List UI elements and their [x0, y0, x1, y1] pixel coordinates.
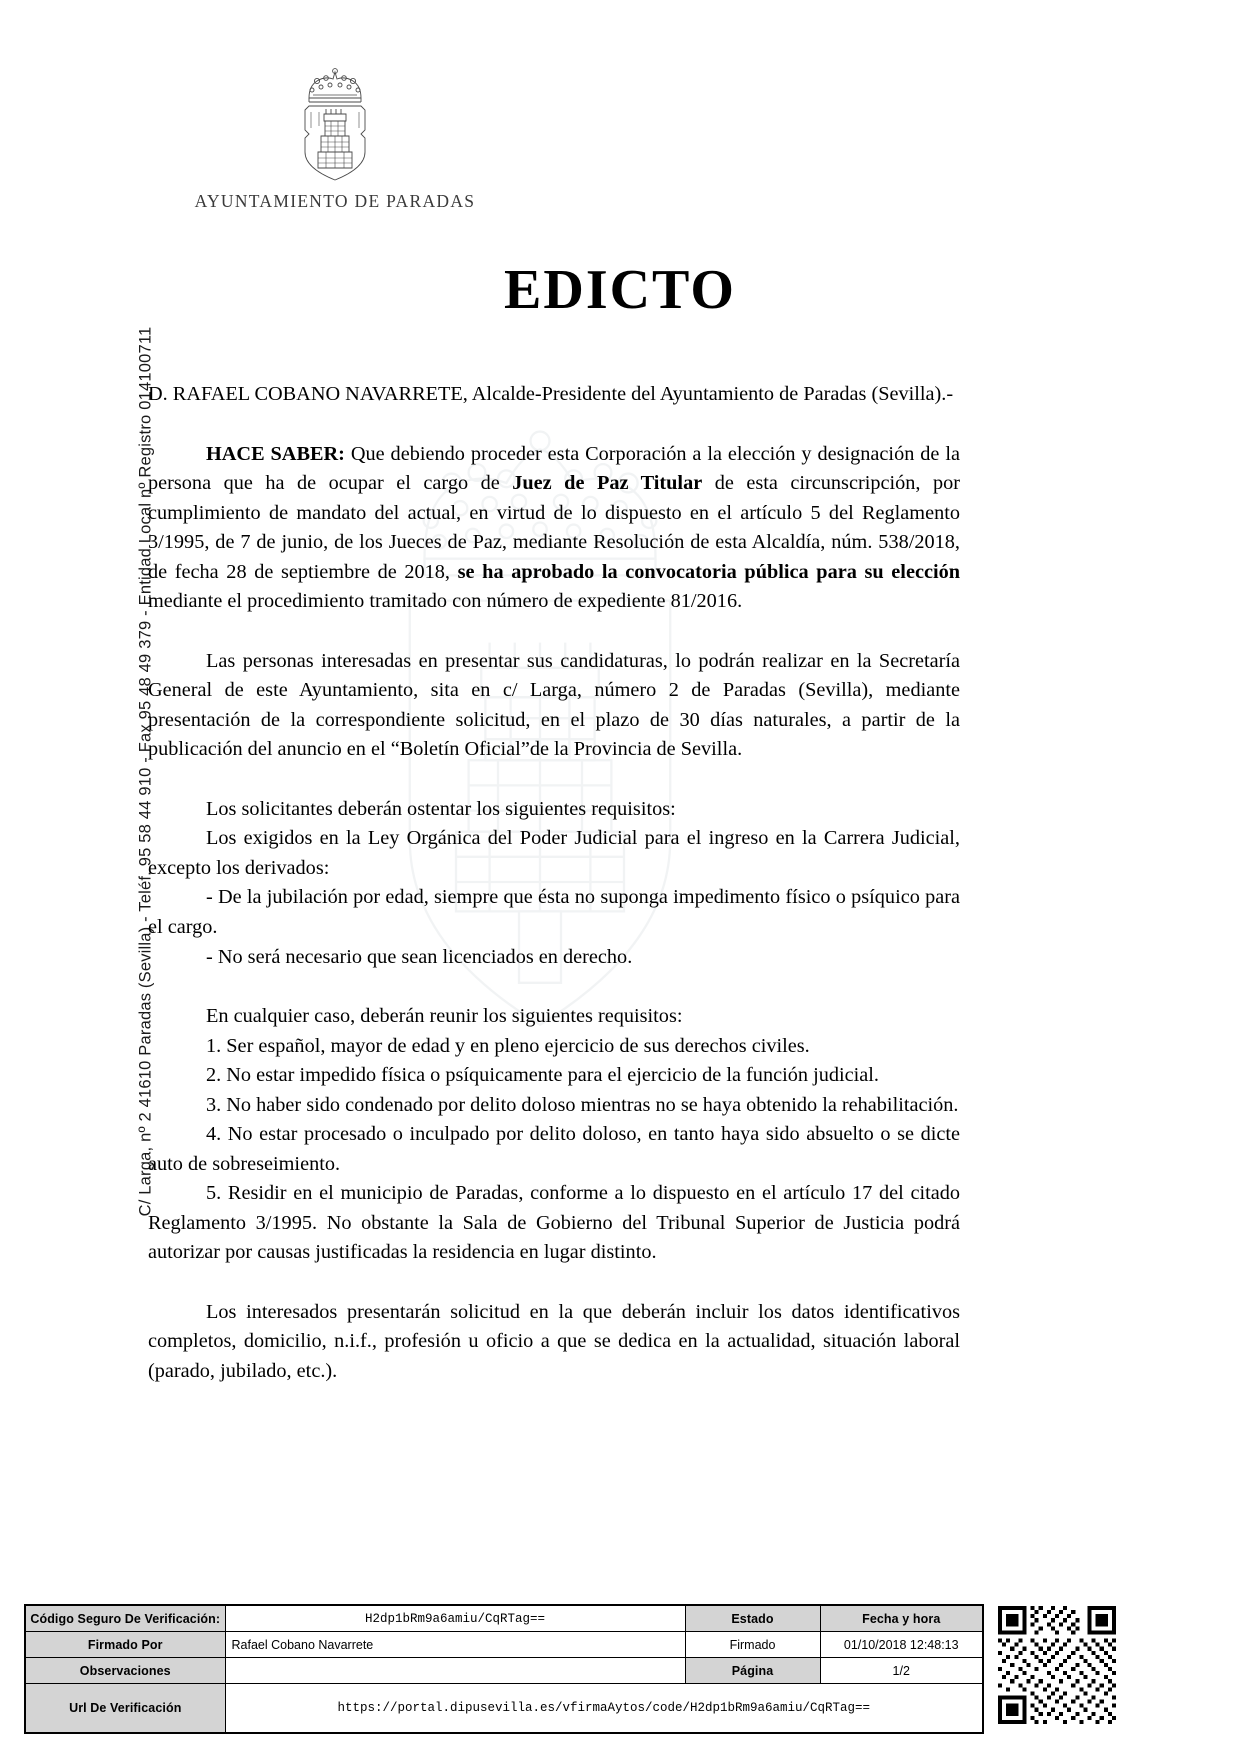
table-row — [25, 1658, 983, 1684]
label-estado: Estado — [685, 1605, 820, 1632]
municipal-crest-icon — [135, 68, 535, 183]
value-fecha-hora: 01/10/2018 12:48:13 — [820, 1632, 983, 1658]
letterhead — [135, 68, 535, 212]
qr-code-icon — [998, 1606, 1116, 1724]
value-csv: H2dp1bRm9a6amiu/CqRTag== — [225, 1605, 685, 1632]
requisito-item-1: 1. Ser español, mayor de edad y en pleno ejercicio de sus derechos civiles. — [206, 1034, 810, 1057]
hace-saber-text-b: de esta circunscripción, por cumplimiento de mandato del actual, en virtud de lo dispuesto en el artículo 5 del Reglamento 3/1995, de 7 de junio, de los Jueces de Paz, mediante Resolución de esta Alcaldía, núm. 538/2018, de fecha 28 de septiembre de 2018, — [148, 472, 960, 583]
value-estado: Firmado — [685, 1632, 820, 1658]
label-pagina: Página — [685, 1658, 820, 1684]
label-observaciones: Observaciones — [25, 1658, 225, 1684]
cualquier-caso-intro: En cualquier caso, deberán reunir los siguientes requisitos: — [206, 1005, 683, 1028]
verification-table — [24, 1604, 984, 1734]
table-row — [25, 1605, 983, 1632]
requisito-item-3: 3. No haber sido condenado por delito doloso mientras no se haya obtenido la rehabilitación. — [206, 1093, 959, 1116]
requisito-item-2: 2. No estar impedido física o psíquicamente para el ejercicio de la función judicial. — [206, 1064, 879, 1087]
solicitud-datos-paragraph: Los interesados presentarán solicitud en la que deberán incluir los datos identificativos completos, domicilio, n.i.f., profesión u oficio a que se dedica en la actualidad, situación laboral (parado, jubilado, etc.). — [148, 1300, 960, 1382]
requisito-item-4: 4. No estar procesado o inculpado por delito doloso, en tanto haya sido absuelto o se dicte auto de sobreseimiento. — [148, 1123, 960, 1175]
juez-de-paz-titular-bold: Juez de Paz Titular — [512, 472, 703, 495]
label-url-verificacion: Url De Verificación — [25, 1684, 225, 1734]
table-row — [25, 1684, 983, 1734]
value-url-verificacion[interactable]: https://portal.dipusevilla.es/vfirmaAytos/code/H2dp1bRm9a6amiu/CqRTag== — [225, 1684, 983, 1734]
hace-saber-paragraph — [148, 440, 960, 617]
value-firmado-por: Rafael Cobano Navarrete — [225, 1632, 685, 1658]
label-csv: Código Seguro De Verificación: — [25, 1605, 225, 1632]
requisito-dash-licenciados: - No será necesario que sean licenciados en derecho. — [206, 945, 633, 968]
hace-saber-label: HACE SABER: — [206, 442, 345, 465]
table-row — [25, 1632, 983, 1658]
requisito-dash-jubilacion: - De la jubilación por edad, siempre que ésta no suponga impedimento físico o psíquico para el cargo. — [148, 886, 960, 938]
requisitos-ley-organica-line: Los exigidos en la Ley Orgánica del Poder Judicial para el ingreso en la Carrera Judicial, excepto los derivados: — [148, 827, 960, 879]
requisitos-intro-line: Los solicitantes deberán ostentar los siguientes requisitos: — [206, 797, 676, 820]
document-body — [148, 380, 960, 1386]
label-firmado-por: Firmado Por — [25, 1632, 225, 1658]
hace-saber-text-c: mediante el procedimiento tramitado con número de expediente 81/2016. — [148, 590, 743, 613]
value-observaciones — [225, 1658, 685, 1684]
convocatoria-publica-bold: se ha aprobado la convocatoria pública para su elección — [457, 560, 961, 583]
hace-saber-text-a: Que debiendo proceder esta Corporación a la elección y designación de la persona que ha de ocupar el cargo de — [148, 442, 960, 495]
opening-paragraph: D. RAFAEL COBANO NAVARRETE, Alcalde-Presidente del Ayuntamiento de Paradas (Sevilla).- — [148, 383, 954, 405]
page-title: EDICTO — [504, 259, 736, 321]
requisito-item-5: 5. Residir en el municipio de Paradas, conforme a lo dispuesto en el artículo 17 del citado Reglamento 3/1995. No obstante la Sala de Gobierno del Tribunal Superior de Justicia podrá autorizar por causas justificadas la residencia en lugar distinto. — [148, 1182, 960, 1264]
value-pagina: 1/2 — [820, 1658, 983, 1684]
verification-footer — [24, 1604, 1216, 1734]
candidaturas-paragraph: Las personas interesadas en presentar sus candidaturas, lo podrán realizar en la Secretaría General de este Ayuntamiento, sita en c/ Larga, número 2 de Paradas (Sevilla), mediante presentación de la correspondiente solicitud, en el plazo de 30 días naturales, a partir de la publicación del anuncio en el “Boletín Oficial”de la Provincia de Sevilla. — [148, 649, 960, 761]
label-fecha-hora: Fecha y hora — [820, 1605, 983, 1632]
vertical-address-text: C/ Larga, nº 2 41610 Paradas (Sevilla) - Teléf. 95 58 44 910 - Fax 95 48 49 379 - Entidad Local nº Registro 014100711 — [136, 326, 155, 1217]
organization-name: AYUNTAMIENTO DE PARADAS — [194, 191, 476, 211]
